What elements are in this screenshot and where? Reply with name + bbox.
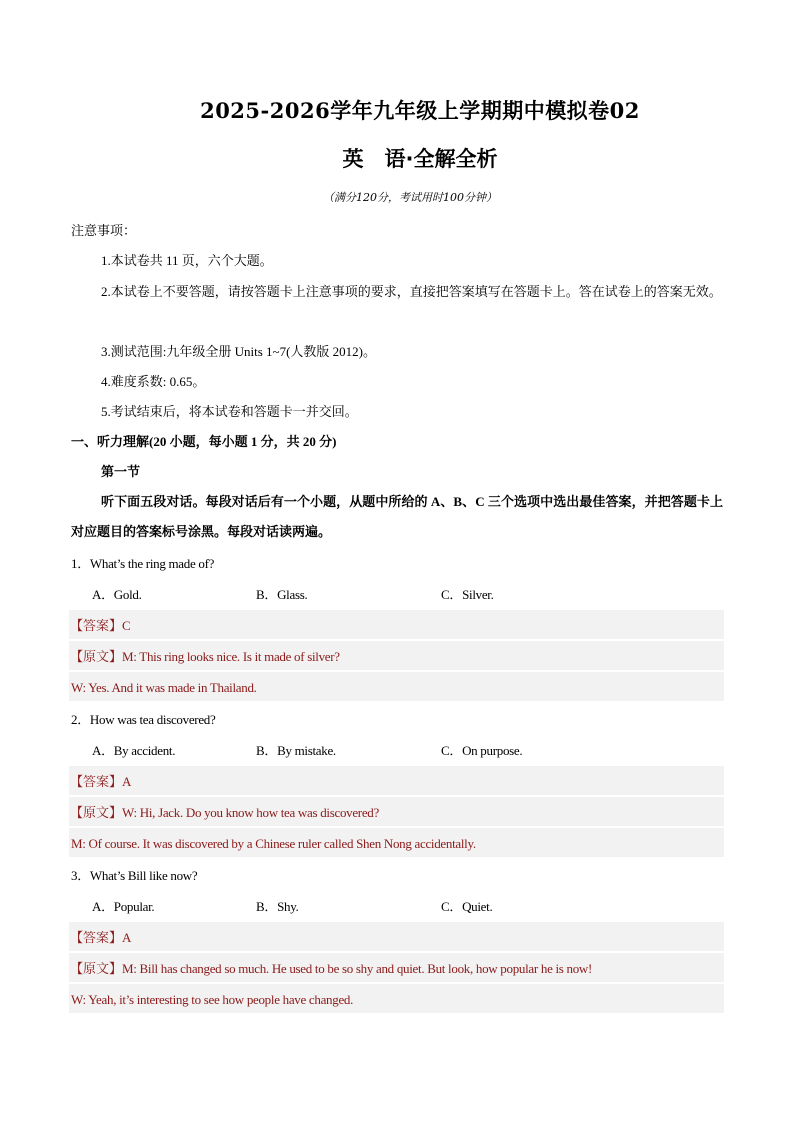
- q2-source: [70, 804, 379, 823]
- q3-source: [70, 960, 592, 979]
- note-item-1: 1.本试卷共 11 页，六个大题。: [101, 253, 273, 268]
- notes-heading: 注意事项：: [71, 223, 137, 238]
- section-heading: 一、听力理解(20 小题，每小题 1 分，共 20 分): [71, 434, 337, 449]
- q1-option-c: C．Silver.: [441, 587, 494, 602]
- question-stem-3: 3．What’s Bill like now?: [71, 868, 198, 883]
- score-note: （满分120分，考试用时100分钟）: [323, 191, 497, 204]
- answer-value: A: [122, 774, 132, 789]
- answer-tag: 【答案】: [70, 775, 123, 790]
- page-title: 2025-2026学年九年级上学期期中模拟卷02: [200, 98, 640, 123]
- note-item-5: 5.考试结束后，将本试卷和答题卡一并交回。: [101, 404, 358, 419]
- q3-answer: [70, 929, 131, 948]
- q1-source: [70, 648, 340, 667]
- q1-answer-bg: [69, 610, 724, 639]
- question-stem-1: 1．What’s the ring made of?: [71, 556, 215, 571]
- q1-option-a: A．Gold.: [92, 587, 142, 602]
- q2-option-b: B．By mistake.: [256, 743, 336, 758]
- q2-option-c: C．On purpose.: [441, 743, 523, 758]
- q2-answer-bg: [69, 766, 724, 795]
- q3-option-b: B．Shy.: [256, 899, 299, 914]
- q2-option-a: A．By accident.: [92, 743, 176, 758]
- answer-tag: 【答案】: [70, 619, 123, 634]
- q3-option-c: C．Quiet.: [441, 899, 493, 914]
- section-part: 第一节: [101, 464, 141, 479]
- q1-answer: [70, 617, 130, 636]
- source-tag: 【原文】: [70, 962, 123, 977]
- page-subtitle: 英 语·全解全析: [342, 147, 498, 171]
- source-line-1: M: Bill has changed so much. He used to be so shy and quiet. But look, how popular he is now!: [122, 961, 593, 976]
- q2-source-line-2: M: Of course. It was discovered by a Chinese ruler called Shen Nong accidentally.: [71, 836, 476, 851]
- question-stem-2: 2．How was tea discovered?: [71, 712, 216, 727]
- note-item-2: 2.本试卷上不要答题，请按答题卡上注意事项的要求，直接把答案填写在答题卡上。答在试卷上的答案无效。: [101, 284, 722, 299]
- q3-option-a: A．Popular.: [92, 899, 155, 914]
- source-tag: 【原文】: [70, 806, 123, 821]
- q3-answer-bg: [69, 922, 724, 951]
- source-tag: 【原文】: [70, 650, 123, 665]
- section-instructions: 听下面五段对话。每段对话后有一个小题，从题中所给的 A、B、C 三个选项中选出最佳答案，并把答题卡上对应题目的答案标号涂黑。每段对话读两遍。: [71, 494, 723, 539]
- q1-option-b: B．Glass.: [256, 587, 308, 602]
- source-line-1: M: This ring looks nice. Is it made of silver?: [122, 649, 340, 664]
- source-line-1: W: Hi, Jack. Do you know how tea was discovered?: [122, 805, 379, 820]
- q2-answer: [70, 773, 131, 792]
- answer-value: A: [122, 930, 132, 945]
- note-item-3: 3.测试范围:九年级全册 Units 1~7(人教版 2012)。: [101, 344, 376, 359]
- answer-tag: 【答案】: [70, 931, 123, 946]
- answer-value: C: [122, 618, 131, 633]
- note-item-4: 4.难度系数: 0.65。: [101, 374, 206, 389]
- q1-source-line-2: W: Yes. And it was made in Thailand.: [71, 680, 257, 695]
- q3-source-line-2: W: Yeah, it’s interesting to see how people have changed.: [71, 992, 354, 1007]
